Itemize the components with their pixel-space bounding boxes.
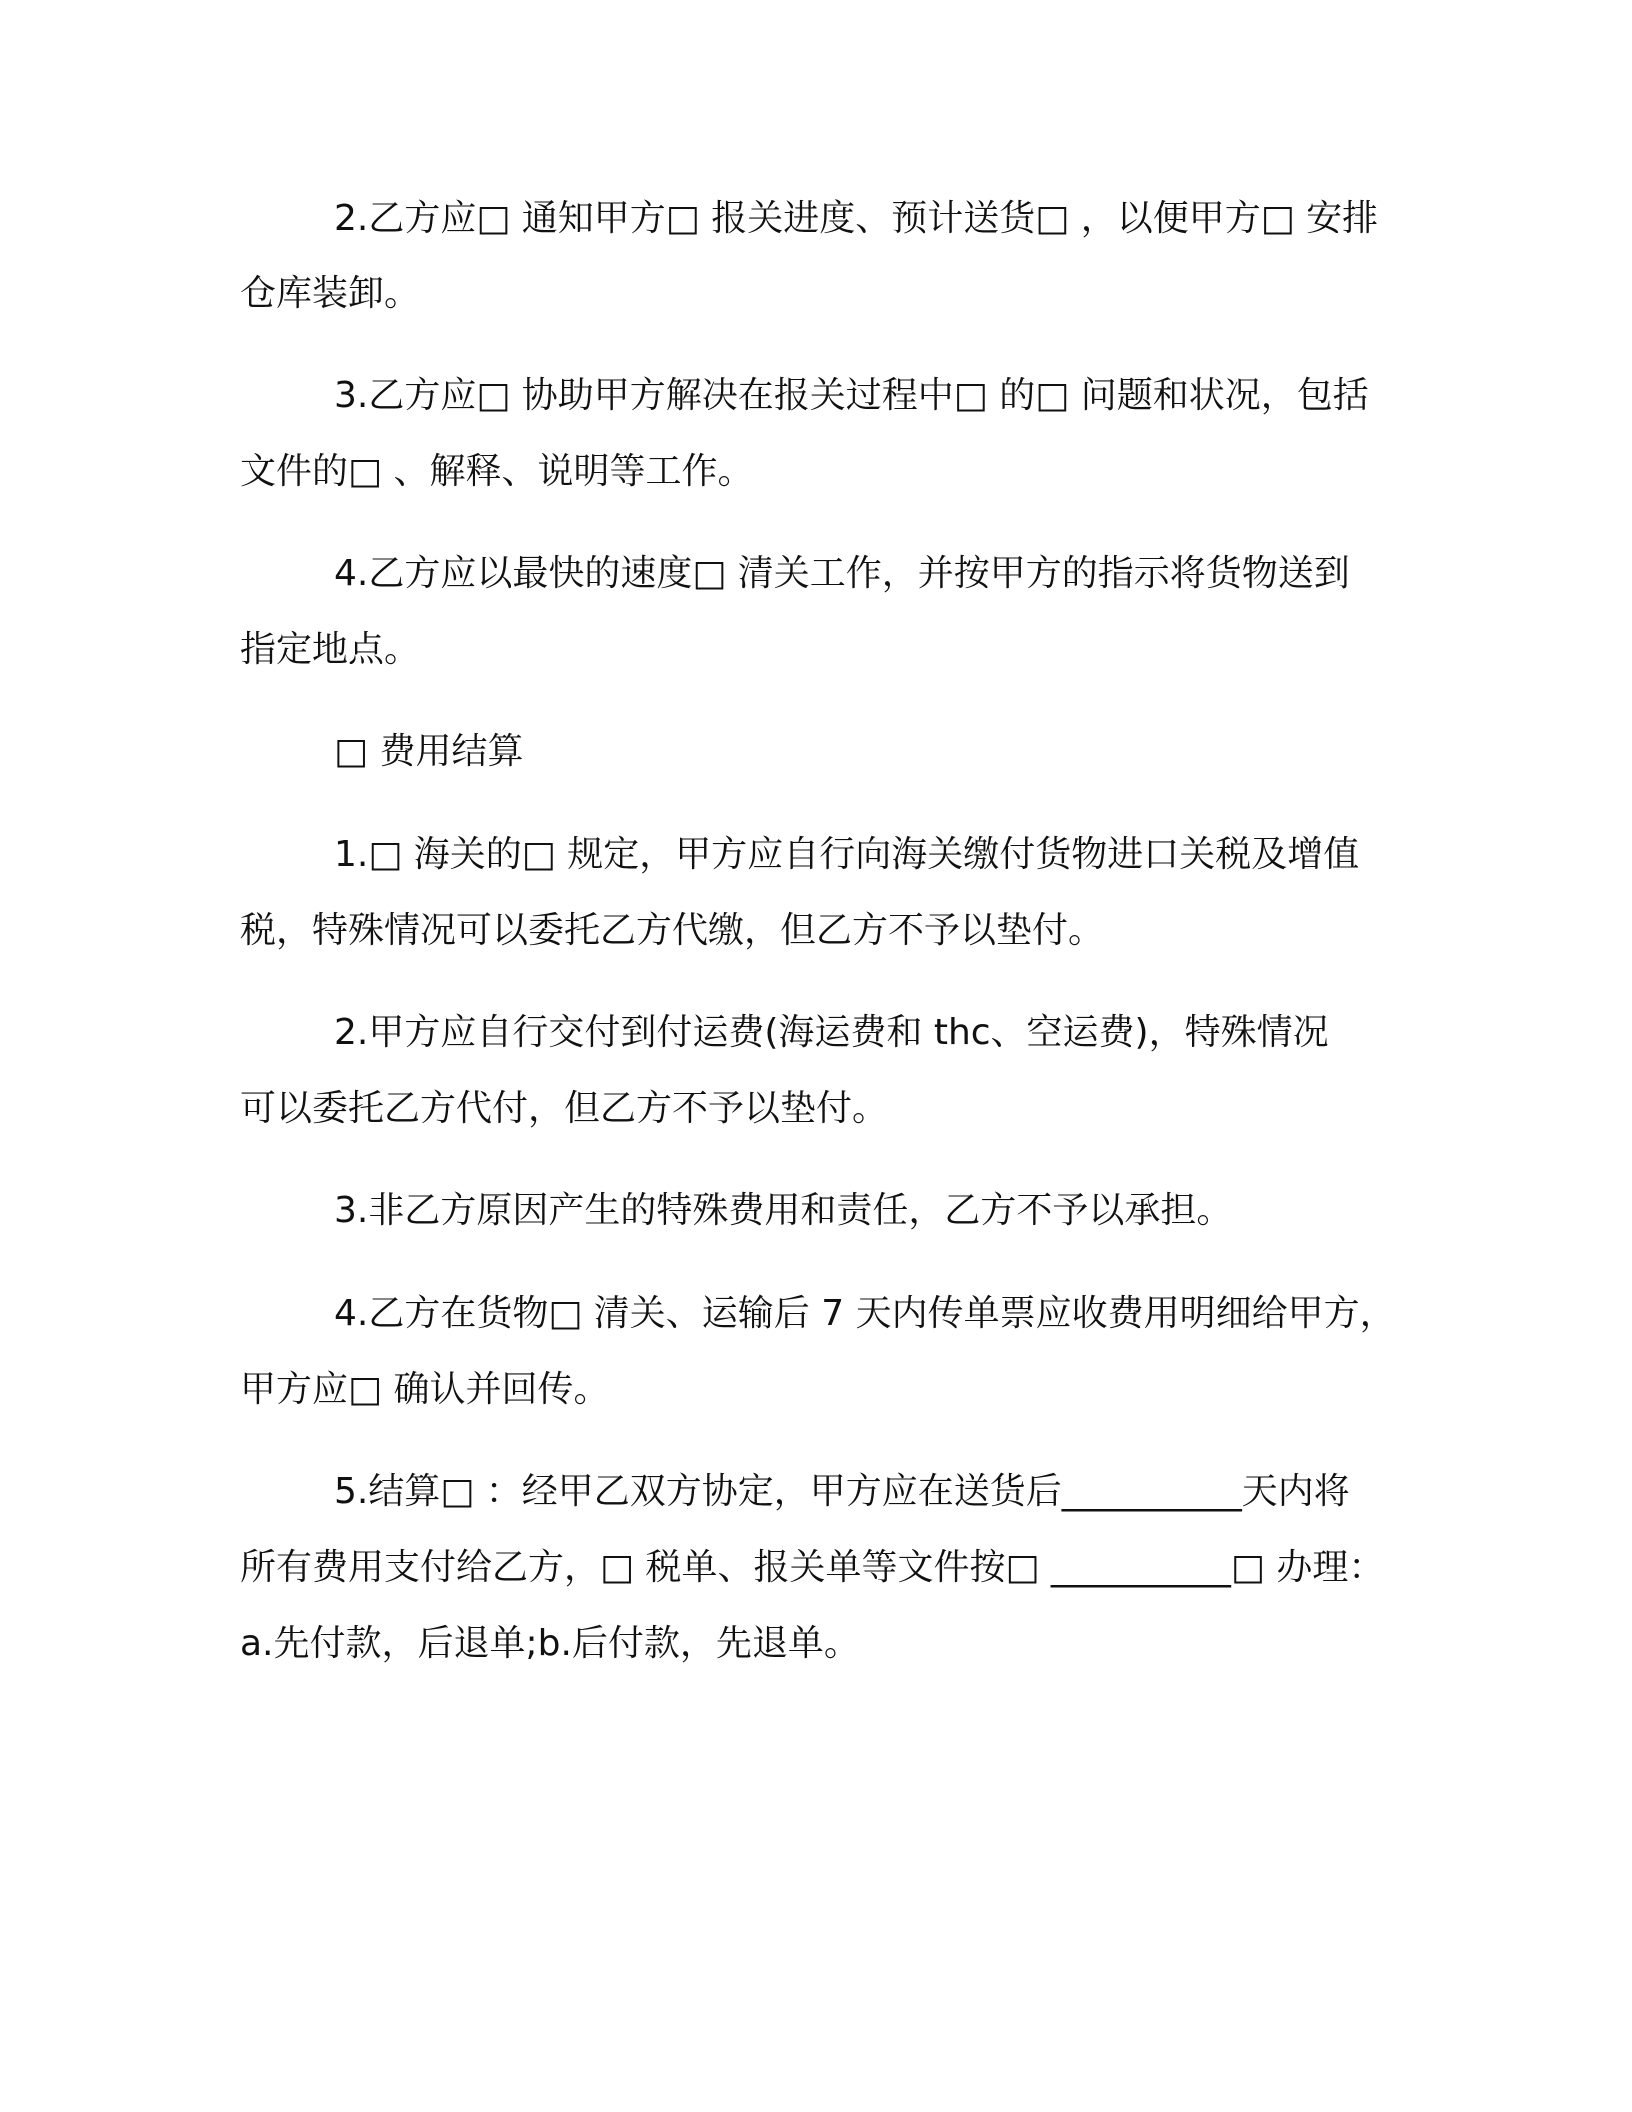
- fee-clause-2-line-1: 2.甲方应自行交付到付运费(海运费和 thc、空运费)，特殊情况: [334, 1012, 1329, 1053]
- fee-clause-1-line-2: 税，特殊情况可以委托乙方代缴，但乙方不予以垫付。: [240, 910, 1105, 951]
- section-heading-fee-settlement: □ 费用结算: [334, 731, 524, 772]
- clause-3-line-1: 3.乙方应□ 协助甲方解决在报关过程中□ 的□ 问题和状况，包括: [334, 375, 1369, 416]
- clause-3-line-2: 文件的□ 、解释、说明等工作。: [240, 451, 754, 492]
- fee-clause-5-line-3: a.先付款，后退单;b.后付款，先退单。: [240, 1623, 860, 1664]
- fee-clause-4-line-1: 4.乙方在货物□ 清关、运输后 7 天内传单票应收费用明细给甲方，: [334, 1293, 1396, 1334]
- clause-4-line-1: 4.乙方应以最快的速度□ 清关工作，并按甲方的指示将货物送到: [334, 553, 1350, 594]
- fee-clause-2-line-2: 可以委托乙方代付，但乙方不予以垫付。: [240, 1088, 889, 1129]
- fee-clause-3: 3.非乙方原因产生的特殊费用和责任，乙方不予以承担。: [334, 1190, 1233, 1231]
- fee-clause-1-line-1: 1.□ 海关的□ 规定，甲方应自行向海关缴付货物进口关税及增值: [334, 834, 1360, 875]
- clause-2-line-2: 仓库装卸。: [240, 273, 421, 314]
- fee-clause-5-line-1: 5.结算□ ：经甲乙双方协定，甲方应在送货后__________天内将: [334, 1471, 1350, 1512]
- clause-2-line-1: 2.乙方应□ 通知甲方□ 报关进度、预计送货□ ，以便甲方□ 安排: [334, 198, 1379, 239]
- fee-clause-5-line-2: 所有费用支付给乙方，□ 税单、报关单等文件按□ __________□ 办理：: [240, 1547, 1385, 1588]
- clause-4-line-2: 指定地点。: [240, 629, 421, 670]
- fee-clause-4-line-2: 甲方应□ 确认并回传。: [240, 1369, 610, 1410]
